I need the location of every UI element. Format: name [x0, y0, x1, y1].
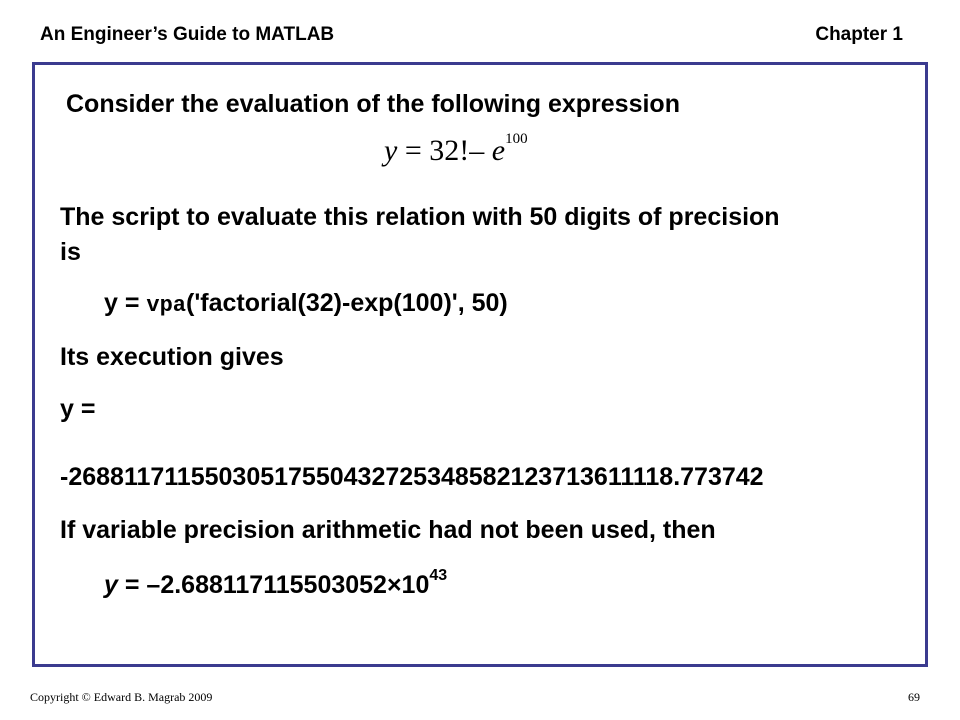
no-vpa-text: If variable precision arithmetic had not been used, then [60, 516, 716, 544]
equation [384, 131, 528, 168]
y-equals-label: y = [60, 395, 96, 423]
page-number: 69 [908, 690, 920, 704]
code-args: ('factorial(32)-exp(100)', 50) [186, 289, 508, 317]
equation-lhs: y [384, 134, 398, 167]
code-line [104, 289, 508, 318]
equation-base: e [491, 134, 506, 167]
equation-exponent: 100 [505, 131, 528, 147]
approx-exponent: 43 [429, 566, 448, 584]
intro-text: Consider the evaluation of the following expression [66, 90, 680, 118]
chapter-label: Chapter 1 [815, 24, 903, 45]
approx-result [104, 566, 448, 600]
header-title: An Engineer’s Guide to MATLAB [40, 24, 335, 45]
script-description-line1: The script to evaluate this relation with 50 digits of precision [60, 203, 780, 231]
approx-equals: = [117, 571, 147, 599]
equation-middle: = 32!– [397, 134, 492, 167]
copyright-text: Copyright © Edward B. Magrab 2009 [30, 690, 213, 704]
approx-mantissa: 2.688117115503052×10 [160, 571, 430, 599]
code-function: vpa [146, 293, 187, 318]
script-description-line2: is [60, 238, 81, 266]
execution-text: Its execution gives [60, 343, 284, 371]
result-value: -26881171155030517550432725348582123713611118.773742 [60, 463, 764, 491]
approx-lhs: y [104, 571, 118, 599]
approx-minus: – [146, 571, 161, 599]
code-prefix: y = [104, 289, 147, 317]
